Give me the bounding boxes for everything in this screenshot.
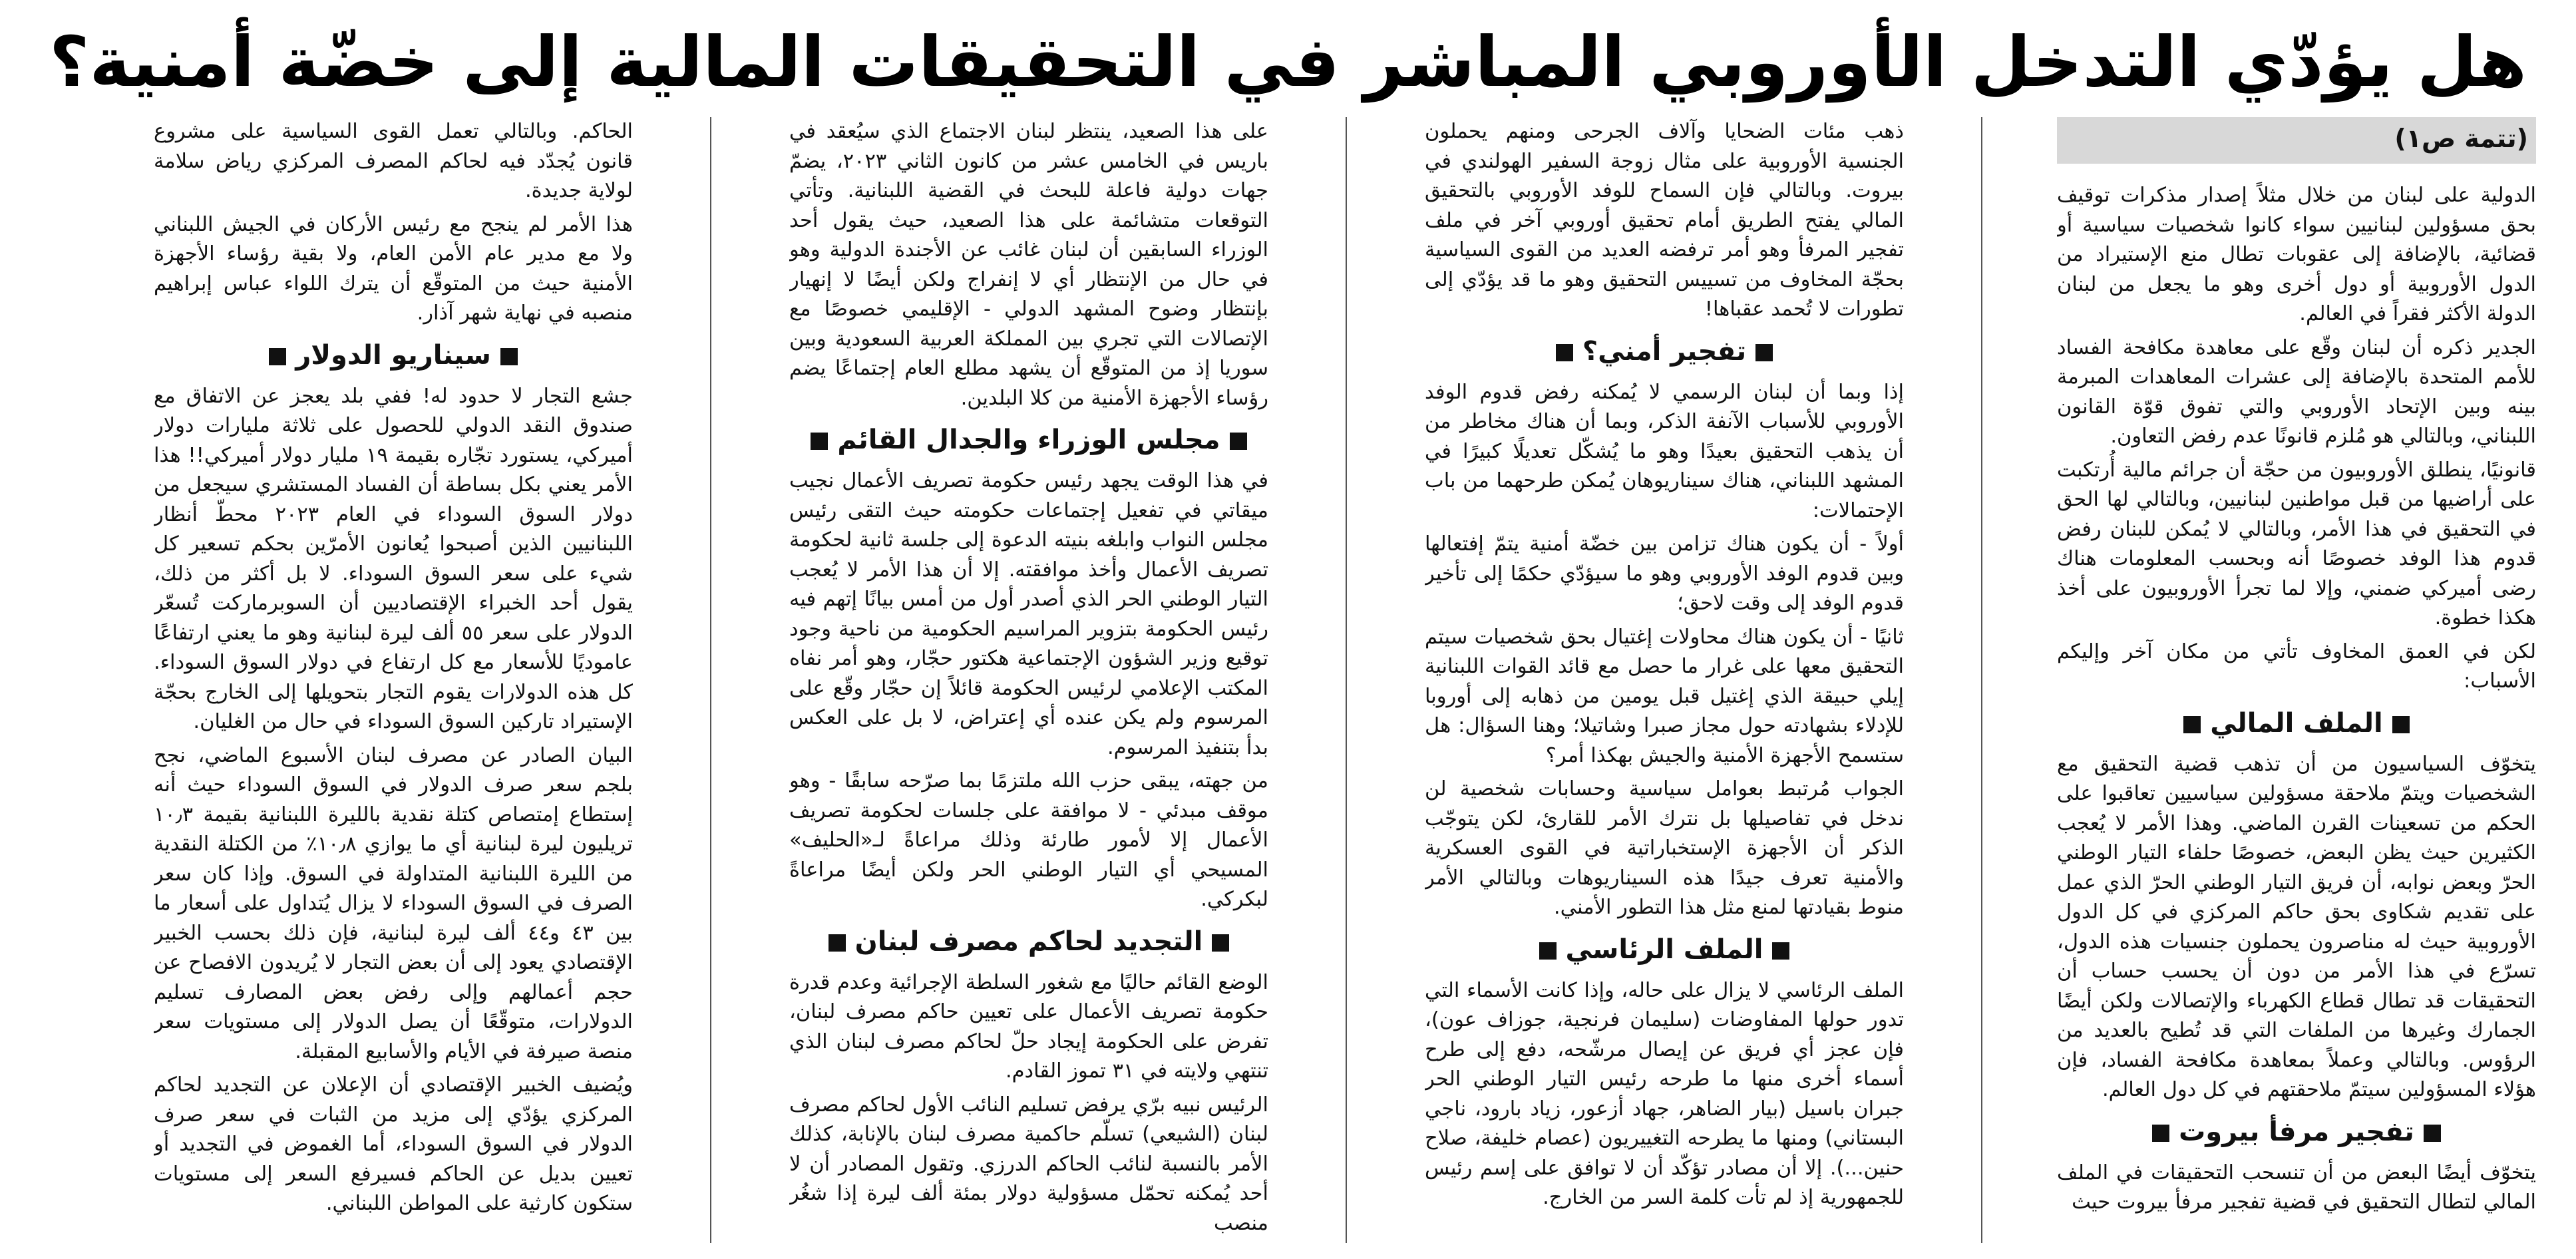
section-heading [154,338,633,373]
paragraph: من جهته، يبقى حزب الله ملتزمًا بما صرّحه سابقًا - وهو موقف مبدئي - لا موافقة على جلسات لحكومة تصريف الأعمال إلا لأمور طارئة وذلك مراعاةً لـ«الحليف» المسيحي أي التيار الوطني الحر ولكن أيضًا مراعاةً لبكركي. [789,769,1268,911]
section-heading-text: الملف المالي [2210,707,2383,739]
section-heading-text: سيناريو الدولار [295,339,491,371]
section-heading [789,423,1268,457]
section-heading-text: الملف الرئاسي [1565,934,1763,965]
column-divider [1981,117,1982,1243]
paragraph: يتخوّف أيضًا البعض من أن تنسحب التحقيقات في الملف المالي لتطال التحقيق في قضية تفجير مرفأ بيروت حيث [2057,1161,2536,1214]
paragraph: في هذا الوقت يجهد رئيس حكومة تصريف الأعمال نجيب ميقاتي في تفعيل إجتماعات حكومته حيث التقى رئيس مجلس النواب وابلغه بنيته الدعوة إلى جلسة ثانية لحكومة تصريف الأعمال وأخذ موافقته. إلا أن هذا الأمر لا يُعجب التيار الوطني الحر الذي أصدر أول من أمس بيانًا إتهم فيه رئيس الحكومة بتزوير المراسيم الحكومية من ناحية وجود توقيع وزير الشؤون الإجتماعية هكتور حجّار، وهو أمر نفاه المكتب الإعلامي لرئيس الحكومة قائلاً إن حجّار وقّع على المرسوم ولم يكن عنده أي إعتراض، لا بل على العكس بدأ بتنفيذ المرسوم. [789,469,1268,759]
paragraph: أولاً - أن يكون هناك تزامن بين خضّة أمنية يتمّ إفتعالها وبين قدوم الوفد الأوروبي وهو ما سيؤدّي حكمًا إلى تأخير قدوم الوفد إلى وقت لاحق؛ [1425,532,1904,615]
section-heading-text: مجلس الوزراء والجدال القائم [837,425,1220,455]
section-heading [2057,1115,2536,1149]
square-bullet-icon [2424,1125,2441,1142]
square-bullet-icon [1772,942,1789,960]
paragraph: ذهب مئات الضحايا وآلاف الجرحى ومنهم يحملون الجنسية الأوروبية على مثال زوجة السفير الهولندي في بيروت. وبالتالي فإن السماح للوفد الأوروبي بالتحقيق المالي يفتح الطريق أمام تحقيق أوروبي آخر في ملف تفجير المرفأ وهو أمر ترفضه العديد من القوى السياسية بحجّة المخاوف من تسييس التحقيق وهو ما قد يؤدّي إلى تطورات لا تُحمد عقباها! [1425,120,1904,321]
column-4 [154,117,633,1243]
square-bullet-icon [2392,716,2410,733]
paragraph: الحاكم. وبالتالي تعمل القوى السياسية على مشروع قانون يُجدّد فيه لحاكم المصرف المركزي رياض سلامة لولاية جديدة. [154,120,633,202]
paragraph: الجدير ذكره أن لبنان وقّع على معاهدة مكافحة الفساد للأمم المتحدة بالإضافة إلى عشرات المعاهدات المبرمة بينه وبين الإتحاد الأوروبي والتي تفوق قوّة القانون اللبناني، وبالتالي هو مُلزم قانونًا عدم رفض التعاون. [2057,335,2536,448]
continuation-label: (تتمة ص١) [2057,117,2536,164]
column-divider [710,117,711,1243]
paragraph: قانونيًا، ينطلق الأوروبيون من حجّة أن جرائم مالية أُرتكبت على أراضيها من قبل مواطنين لبنانيين، وبالتالي لها الحق في التحقيق في هذا الأمر، وبالتالي لا يُمكن للبنان رفض قدوم هذا الوفد خصوصًا أنه وبحسب المعلومات هناك رضى أميركي ضمني، وإلا لما تجرأ الأوروبيون على أخذ هكذا خطوة. [2057,458,2536,630]
paragraph: ويُضيف الخبير الإقتصادي أن الإعلان عن التجديد لحاكم المركزي يؤدّي إلى مزيد من الثبات في سعر صرف الدولار في السوق السوداء، أما الغموض في التجديد أو تعيين بديل عن الحاكم فسيرفع السعر إلى مستويات ستكون كارثية على المواطن اللبناني. [154,1073,633,1215]
paragraph: الجواب مُرتبط بعوامل سياسية وحسابات شخصية لن ندخل في تفاصيلها بل نترك الأمر للقارئ، لكن يتوجّب الذكر أن الأجهزة الإستخباراتية في القوى العسكرية والأمنية تعرف جيدًا هذه السيناريوهات وبالتالي الأمر منوط بقيادتها لمنع مثل هذا التطور الأمني. [1425,777,1904,919]
square-bullet-icon [269,348,286,365]
paragraph: يتخوّف السياسيون من أن تذهب قضية التحقيق مع الشخصيات ويتمّ ملاحقة مسؤولين سياسيين تعاقبوا على الحكم من تسعينات القرن الماضي. وهذا الأمر لا يُعجب الكثيرين حيث يظن البعض، خصوصًا حلفاء التيار الوطني الحرّ وبعض نوابه، أن فريق التيار الوطني الحرّ الذي عمل على تقديم شكاوى بحق حاكم المركزي في كل الدول الأوروبية حيث له مناصرون يحملون جنسيات هذه الدول، تسرّع في هذا الأمر من دون أن يحسب حساب أن التحقيقات قد تطال قطاع الكهرباء والإتصالات ولكن أيضًا الجمارك وغيرها من الملفات التي قد تُطيح بالعديد من الرؤوس. وبالتالي وعملاً بمعاهدة مكافحة الفساد، فإن هؤلاء المسؤولين سيتمّ ملاحقتهم في كل دول العالم. [2057,752,2536,1101]
headline: هل يؤدّي التدخل الأوروبي المباشر في التحقيقات المالية إلى خضّة أمنية؟ [49,21,2527,102]
column-1 [2057,117,2536,1243]
column-divider [1346,117,1347,1243]
column-3 [789,117,1268,1243]
section-heading [1425,334,1904,369]
section-heading [789,924,1268,959]
square-bullet-icon [1539,942,1557,960]
square-bullet-icon [1556,344,1573,361]
square-bullet-icon [2152,1125,2169,1142]
section-heading-text: التجديد لحاكم مصرف لبنان [854,926,1203,957]
square-bullet-icon [2183,716,2201,733]
paragraph: جشع التجار لا حدود له! ففي بلد يعجز عن الاتفاق مع صندوق النقد الدولي للحصول على ثلاثة مليارات دولار أميركي، يستورد تجّاره بقيمة ١٩ مليار دولار أميركي!! هذا الأمر يعني بكل بساطة أن الفساد المستشري سيجعل من دولار السوق السوداء في العام ٢٠٢٣ محطّ أنظار اللبنانيين الذين أصبحوا يُعانون الأمرّين بحكم تسعير كل شيء على سعر السوق السوداء. لا بل أكثر من ذلك، يقول أحد الخبراء الإقتصاديين أن السوبرماركت تُسعّر الدولار على سعر ٥٥ ألف ليرة لبنانية وهو ما يعني ارتفاعًا عاموديًا للأسعار مع كل ارتفاع في دولار السوق السوداء. كل هذه الدولارات يقوم التجار بتحويلها إلى الخارج بحجّة الإستيراد تاركين السوق السوداء في حال من الغليان. [154,384,633,733]
square-bullet-icon [1755,344,1773,361]
paragraph: على هذا الصعيد، ينتظر لبنان الاجتماع الذي سيُعقد في باريس في الخامس عشر من كانون الثاني ٢٠٢٣، يضمّ جهات دولية فاعلة للبحث في القضية اللبنانية. وتأتي التوقعات متشائمة على هذا الصعيد، حيث يقول أحد الوزراء السابقين أن لبنان غائب عن الأجندة الدولية وهو في حال من الإنتظار أي لا إنفراج ولكن أيضًا لا إنهيار بإنتظار وضوح المشهد الدولي - الإقليمي خصوصًا مع الإتصالات التي تجري بين المملكة العربية السعودية وبين سوريا إذ من المتوقّع أن يشهد مطلع العام إجتماعًا يضم رؤساء الأجهزة الأمنية من كلا البلدين. [789,120,1268,410]
section-heading [1425,932,1904,967]
section-heading [2057,706,2536,741]
square-bullet-icon [1230,433,1247,450]
article-columns [40,117,2536,1243]
square-bullet-icon [500,348,518,365]
paragraph: ثانيًا - أن يكون هناك محاولات إغتيال بحق شخصيات سيتم التحقيق معها على غرار ما حصل مع قائد القوات اللبنانية إيلي حبيقة الذي إغتيل قبل يومين من ذهابه إلى أوروبا للإدلاء بشهادته حول مجاز صبرا وشاتيلا؛ وهنا السؤال: هل ستسمح الأجهزة الأمنية والجيش بهكذا أمر؟ [1425,625,1904,767]
paragraph: البيان الصادر عن مصرف لبنان الأسبوع الماضي، نجح بلجم سعر صرف الدولار في السوق السوداء حيث أنه إستطاع إمتصاص كتلة نقدية بالليرة اللبنانية بقيمة ١٠٫٣ تريليون ليرة لبنانية أي ما يوازي ١٠٫٨٪ من الكتلة النقدية من الليرة اللبنانية المتداولة في السوق. وإذا كان سعر الصرف في السوق السوداء لا يزال يُتداول على أسعار ما بين ٤٣ و٤٤ ألف ليرة لبنانية، فإن ذلك بحسب الخبير الإقتصادي يعود إلى أن بعض التجار لا يُريدون الافصاح عن حجم أعمالهم وإلى رفض بعض المصارف تسليم الدولارات، متوقّعًا أن يصل الدولار إلى مستويات سعر منصة صيرفة في الأيام والأسابيع المقبلة. [154,743,633,1063]
square-bullet-icon [1212,934,1229,952]
paragraph: الملف الرئاسي لا يزال على حاله، وإذا كانت الأسماء التي تدور حولها المفاوضات (سليمان فرنجية، جوزاف عون)، فإن عجز أي فريق عن إيصال مرشّحه، دفع إلى طرح أسماء أخرى منها ما طرحه رئيس التيار الوطني الحر جبران باسيل (بيار الضاهر، جهاد أزعور، زياد بارود، ناجي البستاني) ومنها ما يطرحه التغييريون (عصام خليفة، صلاح حنين...). إلا أن مصادر تؤكّد أن لا توافق على إسم رئيس للجمهورية إذ لم تأت كلمة السر من الخارج. [1425,978,1904,1209]
section-heading-text: تفجير أمني؟ [1582,335,1747,367]
square-bullet-icon [811,433,828,450]
paragraph: الوضع القائم حاليًا مع شغور السلطة الإجرائية وعدم قدرة حكومة تصريف الأعمال على تعيين حاكم مصرف لبنان، تفرض على الحكومة إيجاد حلّ لحاكم مصرف لبنان الذي تنتهي ولايته في ٣١ تموز القادم. [789,970,1268,1083]
paragraph: الرئيس نبيه برّي يرفض تسليم النائب الأول لحاكم مصرف لبنان (الشيعي) تسلّم حاكمية مصرف لبنان بالإنابة، كذلك الأمر بالنسبة لنائب الحاكم الدرزي. وتقول المصادر أن لا أحد يُمكنه تحمّل مسؤولية دولار بمئة ألف ليرة إذا شغُر منصب [789,1093,1268,1235]
paragraph: هذا الأمر لم ينجح مع رئيس الأركان في الجيش اللبناني ولا مع مدير عام الأمن العام، ولا بقية رؤساء الأجهزة الأمنية حيث من المتوقّع أن يترك اللواء عباس إبراهيم منصبه في نهاية شهر آذار. [154,212,633,325]
paragraph: الدولية على لبنان من خلال مثلاً إصدار مذكرات توقيف بحق مسؤولين لبنانيين سواء كانوا شخصيات سياسية أو قضائية، بالإضافة إلى عقوبات تطال منع الإستيراد من الدول الأوروبية أو دول أخرى وهو ما يجعل من لبنان الدولة الأكثر فقراً في العالم. [2057,184,2536,325]
square-bullet-icon [828,934,846,952]
section-heading-text: تفجير مرفأ بيروت [2179,1116,2414,1147]
column-2 [1425,117,1904,1243]
paragraph: لكن في العمق المخاوف تأتي من مكان آخر وإليكم الأسباب: [2057,639,2536,693]
paragraph: إذا وبما أن لبنان الرسمي لا يُمكنه رفض قدوم الوفد الأوروبي للأسباب الآنفة الذكر، وبما أن هناك مخاطر من أن يذهب التحقيق بعيدًا وهو ما يُشكّل تعديلًا كبيرًا في المشهد اللبناني، هناك سيناريوهان يُمكن طرحهما من باب الإحتمالات: [1425,380,1904,522]
